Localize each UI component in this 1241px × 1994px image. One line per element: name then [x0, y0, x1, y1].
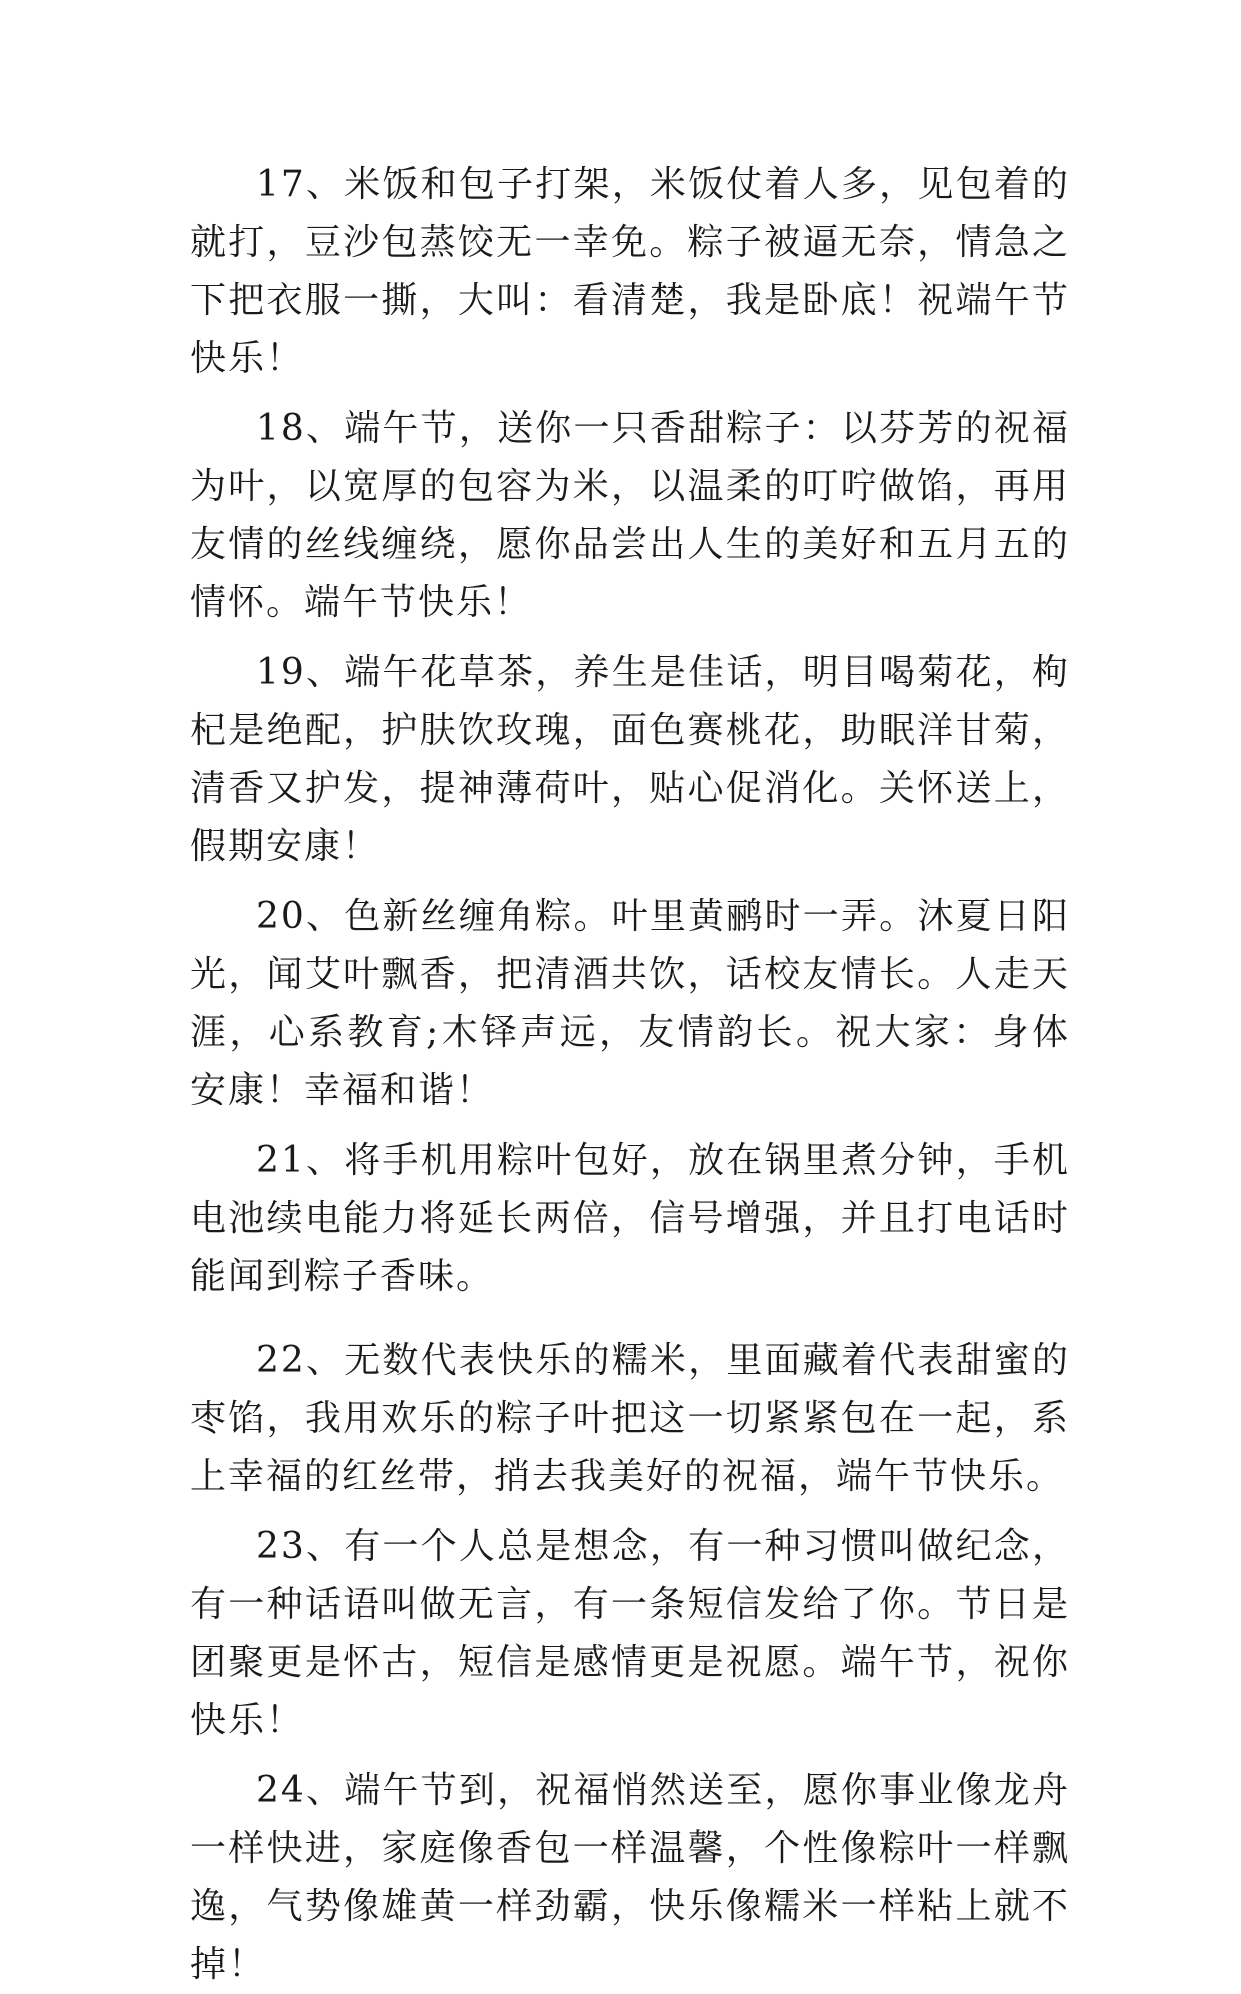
paragraph-19: 19、端午花草茶，养生是佳话，明目喝菊花，枸杞是绝配，护肤饮玫瑰，面色赛桃花，助眠洋甘菊，清香又护发，提神薄荷叶，贴心促消化。关怀送上，假期安康！ [190, 652, 1070, 867]
document-body [190, 156, 1070, 1994]
paragraph-22: 22、无数代表快乐的糯米，里面藏着代表甜蜜的枣馅，我用欢乐的粽子叶把这一切紧紧包在一起，系上幸福的红丝带，捎去我美好的祝福，端午节快乐。 [190, 1340, 1070, 1497]
paragraph-17: 17、米饭和包子打架，米饭仗着人多，见包着的就打，豆沙包蒸饺无一幸免。粽子被逼无奈，情急之下把衣服一撕，大叫：看清楚，我是卧底！祝端午节快乐！ [190, 164, 1070, 379]
paragraph-20: 20、色新丝缠角粽。叶里黄鹂时一弄。沐夏日阳光，闻艾叶飘香，把清酒共饮，话校友情长。人走天涯，心系教育;木铎声远，友情韵长。祝大家：身体安康！幸福和谐！ [190, 896, 1070, 1111]
paragraph-18: 18、端午节，送你一只香甜粽子：以芬芳的祝福为叶，以宽厚的包容为米，以温柔的叮咛做馅，再用友情的丝线缠绕，愿你品尝出人生的美好和五月五的情怀。端午节快乐！ [190, 408, 1070, 623]
paragraph-24: 24、端午节到，祝福悄然送至，愿你事业像龙舟一样快进，家庭像香包一样温馨，个性像粽叶一样飘逸，气势像雄黄一样劲霸，快乐像糯米一样粘上就不掉！ [190, 1770, 1070, 1985]
paragraph-23: 23、有一个人总是想念，有一种习惯叫做纪念，有一种话语叫做无言，有一条短信发给了你。节日是团聚更是怀古，短信是感情更是祝愿。端午节，祝你快乐！ [190, 1526, 1070, 1741]
paragraph-21: 21、将手机用粽叶包好，放在锅里煮分钟，手机电池续电能力将延长两倍，信号增强，并且打电话时能闻到粽子香味。 [190, 1140, 1070, 1297]
